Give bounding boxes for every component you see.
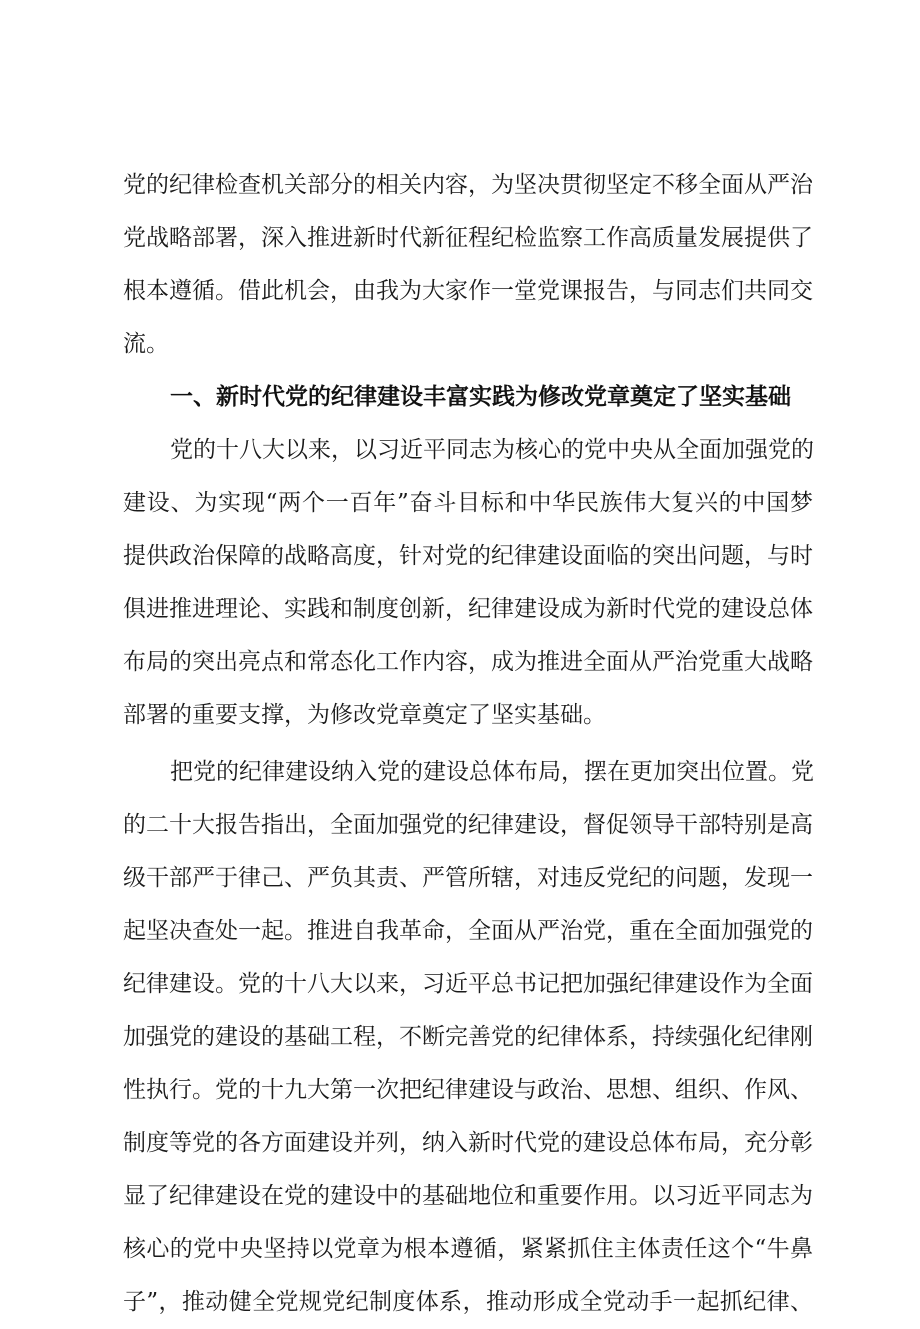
text-line: 党的十八大以来，以习近平同志为核心的党中央从全面加强党的 (170, 437, 814, 463)
text-line: 把党的纪律建设纳入党的建设总体布局，摆在更加突出位置。党 (170, 759, 814, 785)
text-line: 级干部严于律己、严负其责、严管所辖，对违反党纪的问题，发现一 (123, 865, 813, 891)
document-body (123, 159, 813, 1329)
text-line: 核心的党中央坚持以党章为根本遵循，紧紧抓住主体责任这个“牛鼻 (123, 1236, 813, 1262)
text-line: 子”，推动健全党规党纪制度体系，推动形成全党动手一起抓纪律、 (123, 1289, 813, 1315)
text-line: 党的纪律检查机关部分的相关内容，为坚决贯彻坚定不移全面从严治 (123, 172, 813, 198)
text-line: 俱进推进理论、实践和制度创新，纪律建设成为新时代党的建设总体 (123, 596, 813, 622)
text-line: 根本遵循。借此机会，由我为大家作一堂党课报告，与同志们共同交 (123, 278, 813, 304)
text-line: 制度等党的各方面建设并列，纳入新时代党的建设总体布局，充分彰 (123, 1130, 813, 1156)
text-line: 流。 (123, 331, 169, 357)
text-line: 部署的重要支撑，为修改党章奠定了坚实基础。 (123, 702, 606, 728)
text-line: 党战略部署，深入推进新时代新征程纪检监察工作高质量发展提供了 (123, 225, 813, 251)
text-line: 起坚决查处一起。推进自我革命，全面从严治党，重在全面加强党的 (123, 918, 813, 944)
text-line: 纪律建设。党的十八大以来，习近平总书记把加强纪律建设作为全面 (123, 971, 813, 997)
text-line: 的二十大报告指出，全面加强党的纪律建设，督促领导干部特别是高 (123, 812, 813, 838)
text-line: 布局的突出亮点和常态化工作内容，成为推进全面从严治党重大战略 (123, 649, 813, 675)
paragraph-2 (123, 746, 813, 1329)
text-line: 加强党的建设的基础工程，不断完善党的纪律体系，持续强化纪律刚 (123, 1024, 813, 1050)
intro-paragraph (123, 159, 813, 371)
text-line: 显了纪律建设在党的建设中的基础地位和重要作用。以习近平同志为 (123, 1183, 813, 1209)
text-line: 建设、为实现“两个一百年”奋斗目标和中华民族伟大复兴的中国梦 (123, 490, 813, 516)
paragraph-1 (123, 424, 813, 742)
text-line: 性执行。党的十九大第一次把纪律建设与政治、思想、组织、作风、 (123, 1077, 813, 1103)
text-line: 提供政治保障的战略高度，针对党的纪律建设面临的突出问题，与时 (123, 543, 813, 569)
section-heading: 一、新时代党的纪律建设丰富实践为修改党章奠定了坚实基础 (170, 384, 791, 410)
